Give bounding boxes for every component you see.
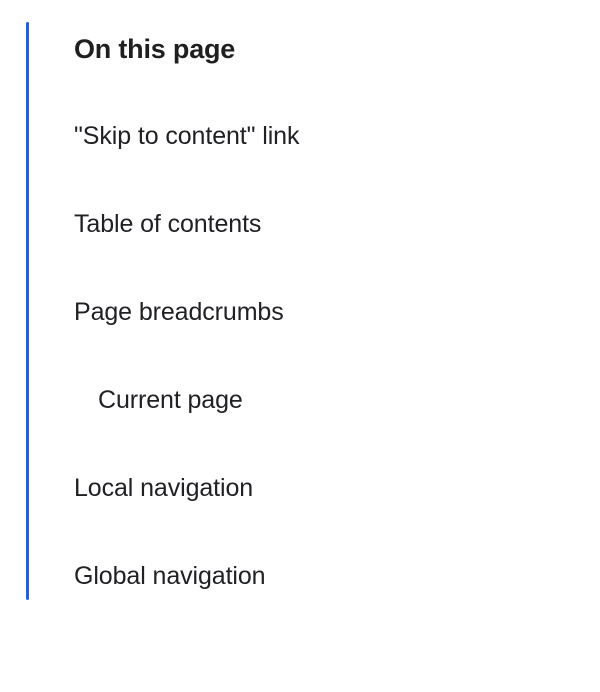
toc-link-table-of-contents[interactable]: Table of contents [74, 210, 262, 238]
toc-link-global-navigation[interactable]: Global navigation [74, 562, 266, 590]
toc-accent-rule [26, 22, 29, 600]
toc-link-page-breadcrumbs[interactable]: Page breadcrumbs [74, 298, 284, 326]
page-title: On this page [74, 34, 236, 64]
toc-link-current-page[interactable]: Current page [98, 386, 243, 414]
toc-link-local-navigation[interactable]: Local navigation [74, 474, 254, 502]
toc-link-skip-to-content[interactable]: "Skip to content" link [74, 122, 300, 150]
